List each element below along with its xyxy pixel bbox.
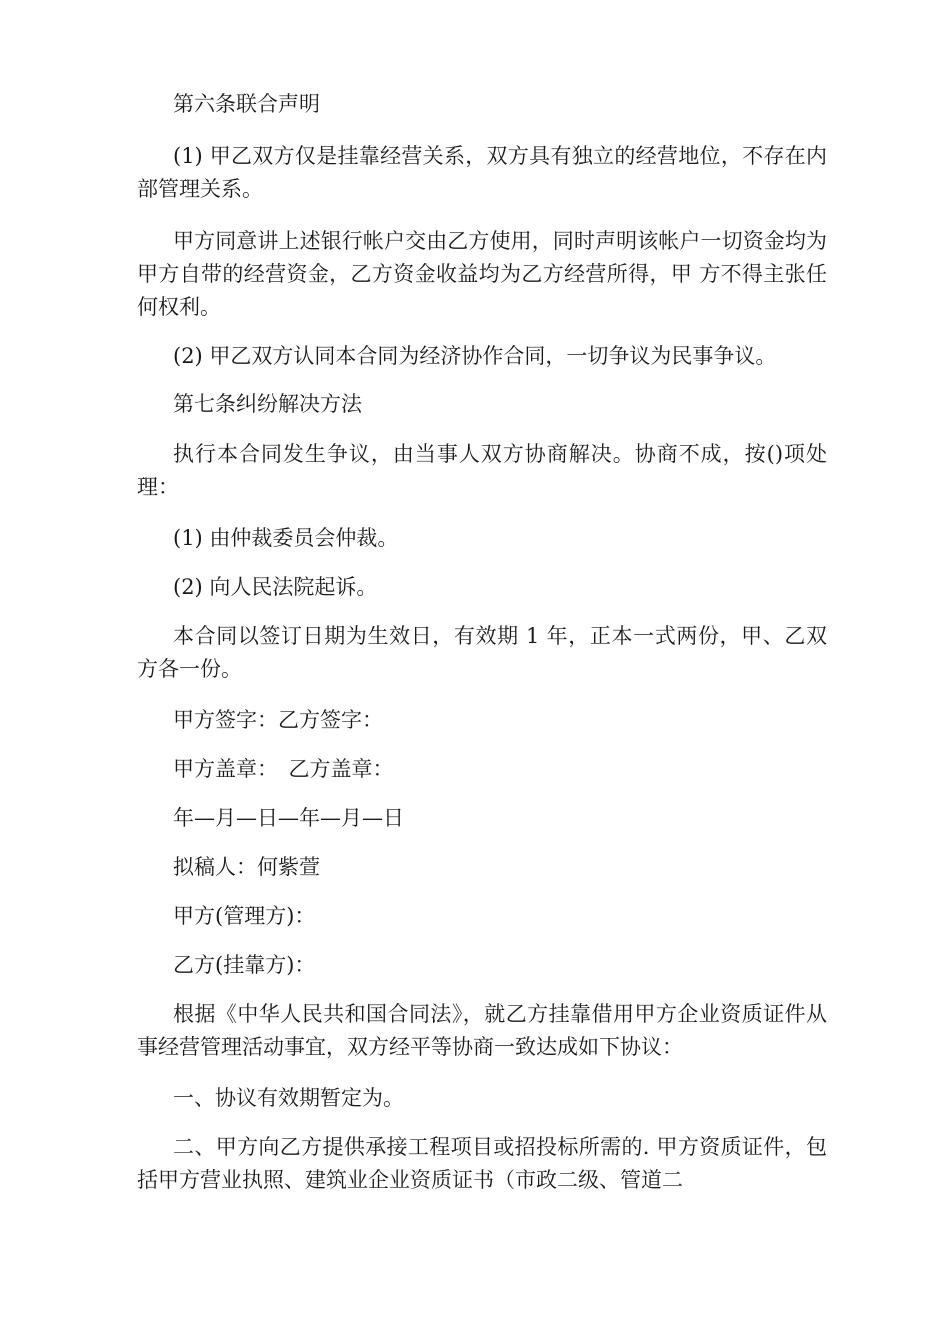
paragraph-court: (2) 向人民法院起诉。 bbox=[173, 575, 378, 599]
paragraph-article-6-title: 第六条联合声明 bbox=[173, 92, 320, 116]
paragraph-arbitration: (1) 由仲裁委员会仲裁。 bbox=[173, 526, 399, 550]
paragraph-6-2: (2) 甲乙双方认同本合同为经济协作合同，一切争议为民事争议。 bbox=[173, 344, 777, 368]
paragraph-bank-account: 甲方同意讲上述银行帐户交由乙方使用，同时声明该帐户一切资金均为甲方自带的经营资金，乙方资金收益均为乙方经营所得，甲 方不得主张任何权利。 bbox=[137, 229, 827, 319]
paragraph-qualification: 二、甲方向乙方提供承接工程项目或招投标所需的. 甲方资质证件，包括甲方营业执照、建筑业企业资质证书（市政二级、管道二 bbox=[137, 1135, 827, 1192]
paragraph-drafter: 拟稿人：何紫萱 bbox=[173, 855, 320, 879]
paragraph-dispute-resolution: 执行本合同发生争议，由当事人双方协商解决。协商不成，按()项处理： bbox=[137, 442, 827, 499]
paragraph-article-7-title: 第七条纠纷解决方法 bbox=[173, 392, 362, 416]
paragraph-party-a: 甲方(管理方)： bbox=[173, 904, 316, 928]
paragraph-dates: 年—月—日—年—月—日 bbox=[173, 806, 404, 830]
paragraph-validity: 本合同以签订日期为生效日，有效期 1 年，正本一式两份，甲、乙双方各一份。 bbox=[137, 624, 827, 681]
paragraph-contract-law: 根据《中华人民共和国合同法》，就乙方挂靠借用甲方企业资质证件从事经营管理活动事宜，双方经平等协商一致达成如下协议： bbox=[137, 1002, 827, 1059]
paragraph-signatures: 甲方签字：乙方签字： bbox=[173, 708, 383, 732]
paragraph-term: 一、协议有效期暂定为。 bbox=[173, 1086, 404, 1110]
paragraph-seals: 甲方盖章： 乙方盖章： bbox=[173, 757, 394, 781]
paragraph-6-1: (1) 甲乙双方仅是挂靠经营关系，双方具有独立的经营地位，不存在内部管理关系。 bbox=[137, 144, 827, 201]
paragraph-party-b: 乙方(挂靠方)： bbox=[173, 953, 316, 977]
